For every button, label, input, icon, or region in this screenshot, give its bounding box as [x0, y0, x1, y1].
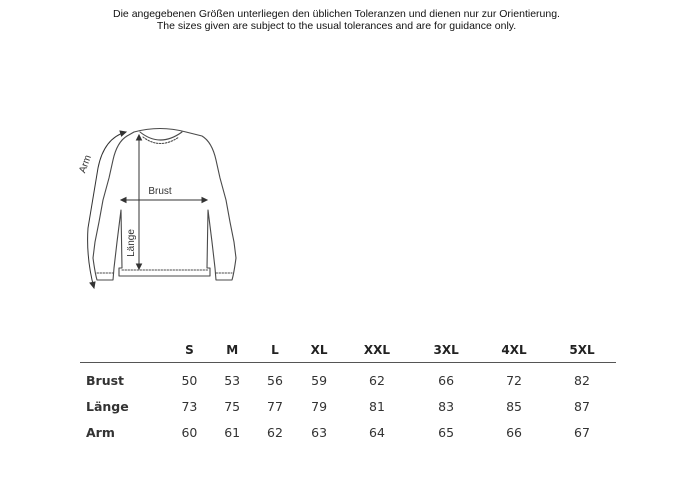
size-header-row [80, 338, 616, 363]
sweatshirt-outline [93, 129, 236, 281]
size-header: 5XL [548, 338, 616, 363]
header-corner [80, 338, 168, 363]
table-cell: 87 [574, 398, 590, 414]
table-cell: 81 [369, 398, 385, 414]
size-header: M [211, 338, 254, 363]
row-label: Länge [86, 398, 129, 414]
notice-english: The sizes given are subject to the usual tolerances and are for guidance only. [156, 20, 517, 32]
table-cell: 67 [574, 424, 590, 440]
size-header: XXL [342, 338, 412, 363]
tolerance-notice [0, 8, 673, 32]
row-label: Arm [86, 424, 115, 440]
table-cell: 77 [267, 398, 283, 414]
table-cell: 63 [311, 424, 328, 440]
size-header: 4XL [480, 338, 548, 363]
row-label: Brust [86, 372, 125, 388]
notice-german: Die angegebenen Größen unterliegen den üblichen Toleranzen und dienen nur zur Orientierung. [113, 8, 560, 20]
table-cell: 59 [311, 372, 328, 388]
brust-label: Brust [148, 186, 172, 197]
table-cell: 83 [438, 398, 455, 414]
table-row [80, 393, 616, 419]
size-table [80, 338, 616, 445]
table-cell: 79 [311, 398, 328, 414]
table-cell: 65 [438, 424, 455, 440]
arm-label: Arm [77, 153, 94, 175]
table-cell: 50 [181, 372, 198, 388]
size-header: XL [296, 338, 341, 363]
size-header: L [254, 338, 297, 363]
table-cell: 62 [267, 424, 283, 440]
sweatshirt-measurement-diagram [74, 118, 254, 298]
arm-arrow [88, 132, 126, 288]
table-cell: 61 [224, 424, 241, 440]
table-cell: 72 [506, 372, 522, 388]
table-cell: 82 [574, 372, 590, 388]
table-cell: 66 [438, 372, 455, 388]
table-cell: 66 [506, 424, 522, 440]
table-cell: 62 [369, 372, 385, 388]
table-cell: 56 [267, 372, 283, 388]
size-header: S [168, 338, 211, 363]
table-cell: 75 [224, 398, 241, 414]
table-cell: 53 [224, 372, 241, 388]
table-row [80, 419, 616, 445]
table-cell: 60 [181, 424, 198, 440]
table-cell: 85 [506, 398, 522, 414]
table-cell: 73 [181, 398, 198, 414]
size-header: 3XL [412, 338, 480, 363]
table-cell: 64 [369, 424, 385, 440]
laenge-label: Länge [126, 229, 137, 257]
table-row [80, 363, 616, 394]
